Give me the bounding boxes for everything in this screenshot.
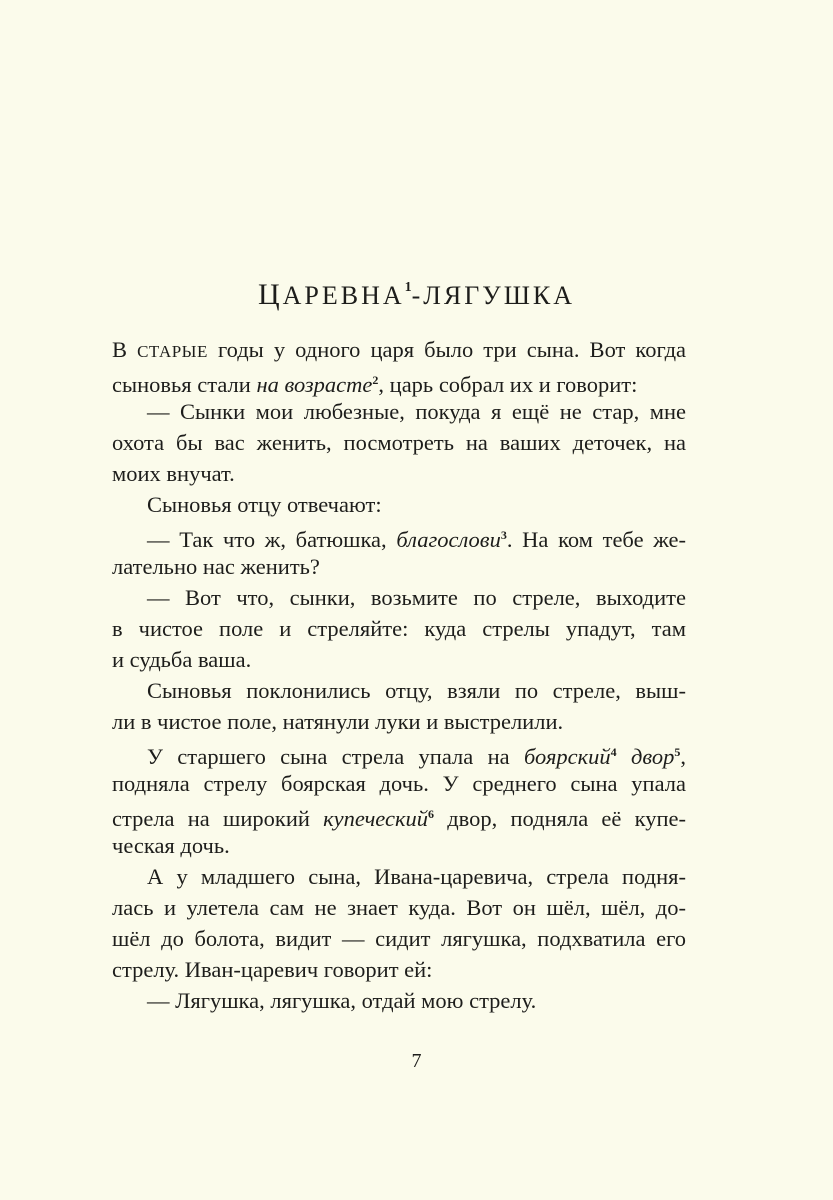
text-line [112,644,686,675]
text-segment: моих внучат. [112,461,235,486]
text-line [112,396,686,427]
text-segment: шёл до болота, видит — сидит лягушка, подхватила его [112,926,686,951]
text-segment: сыновья стали [112,372,257,397]
page-number: 7 [411,1050,422,1072]
text-segment: ли в чистое поле, натянули луки и выстрелили. [112,709,564,734]
text-line [112,489,686,520]
italic-term: двор [631,744,675,769]
paragraph [112,396,686,489]
text-segment: Сыновья отцу отвечают: [147,492,382,517]
text-segment: . На ком тебе же- [506,527,686,552]
small-caps-text: СТАРЫЕ [137,342,208,361]
footnote-marker: 4 [610,745,617,759]
text-line [112,892,686,923]
footnote-marker: 6 [428,807,435,821]
paragraph [112,520,686,582]
paragraph [112,737,686,861]
text-segment: У старшего сына стрела упала на [147,744,524,769]
text-segment: охота бы вас женить, посмотреть на ваших деточек, на [112,430,686,455]
text-segment: годы у одного царя было три сына. Вот когда [207,337,686,362]
text-segment: Сыновья поклонились отцу, взяли по стреле, выш- [147,678,686,703]
text-segment: двор, подняла её купе- [434,806,686,831]
text-segment: стрелу. Иван-царевич говорит ей: [112,957,433,982]
text-segment: — Лягушка, лягушка, отдай мою стрелу. [147,988,537,1013]
paragraph [112,489,686,520]
footnote-marker: 2 [372,373,379,387]
text-line [112,551,686,582]
text-segment: стрела на широкий [112,806,324,831]
italic-term: благослови [396,527,501,552]
italic-term: купеческий [323,806,429,831]
text-line [112,830,686,861]
text-line [112,923,686,954]
text-line [112,458,686,489]
text-line [112,737,686,768]
paragraph [112,861,686,985]
text-segment [617,744,631,769]
text-segment: — Так что ж, батюшка, [147,527,397,552]
footnote-marker: 3 [500,528,507,542]
text-segment: лательно нас женить? [112,554,320,579]
text-line [112,582,686,613]
text-line [112,365,686,396]
text-segment: и судьба ваша. [112,647,252,672]
text-line [112,706,686,737]
title-footnote: 1 [404,280,412,295]
title-first-letter: Ц [257,278,283,311]
paragraph [112,675,686,737]
italic-term: боярский [523,744,611,769]
text-line [112,334,686,365]
text-segment: — Сынки мои любезные, покуда я ещё не стар, мне [147,399,686,424]
text-line [112,675,686,706]
text-line [112,768,686,799]
chapter-title [0,268,833,316]
title-suffix: -ЛЯГУШКА [411,281,576,310]
story-text [112,334,686,1016]
text-segment: , [680,744,687,769]
text-line [112,954,686,985]
text-line [112,799,686,830]
paragraph [112,334,686,396]
text-segment: В [112,337,138,362]
text-segment: ческая дочь. [112,833,230,858]
text-line [112,520,686,551]
text-segment: А у младшего сына, Ивана-царевича, стрела подня- [147,864,686,889]
paragraph [112,985,686,1016]
italic-term: на возрасте [256,372,373,397]
paragraph [112,582,686,675]
text-segment: в чистое поле и стреляйте: куда стрелы упадут, там [112,616,686,641]
text-segment: , царь собрал их и говорит: [378,372,638,397]
text-line [112,613,686,644]
text-segment: подняла стрелу боярская дочь. У среднего сына упала [112,771,686,796]
title-rest: АРЕВНА [282,281,405,310]
footnote-marker: 5 [674,745,681,759]
text-segment: лась и улетела сам не знает куда. Вот он шёл, шёл, до- [112,895,686,920]
text-segment: — Вот что, сынки, возьмите по стреле, выходите [147,585,686,610]
text-line [112,427,686,458]
text-line [112,861,686,892]
text-line [112,985,686,1016]
